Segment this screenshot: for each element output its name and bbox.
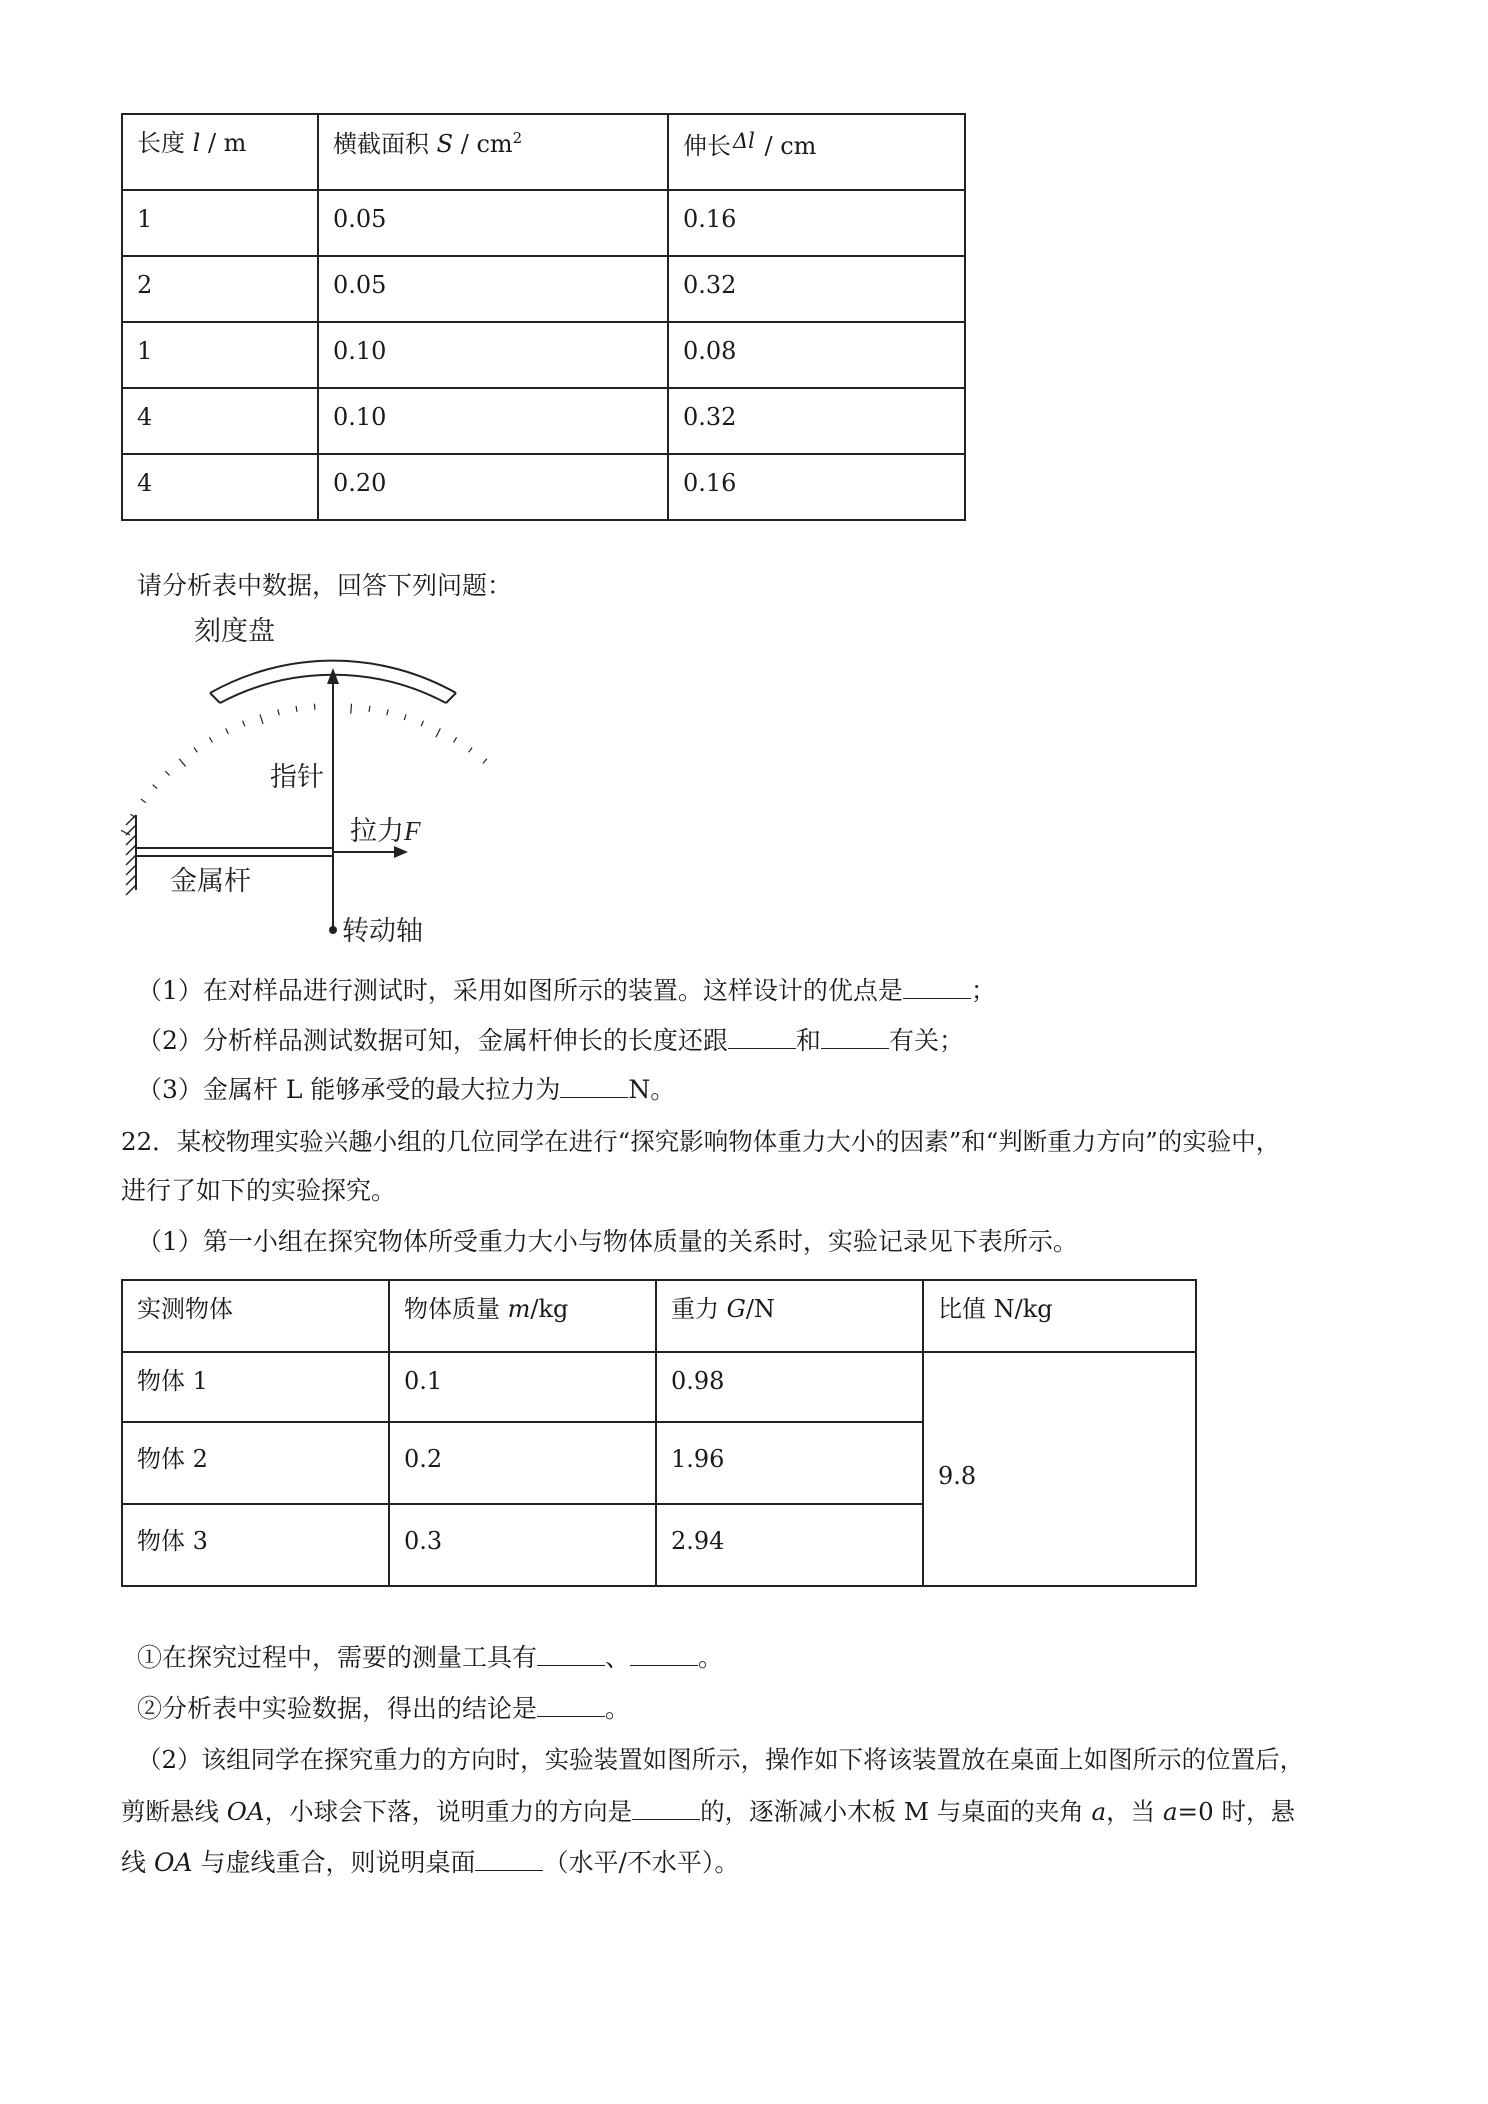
part-2-line2: 剪断悬线 OA，小球会下落，说明重力的方向是 的，逐渐减小木板 M 与桌面的夹角 a，当 a=0 时，悬 xyxy=(121,1797,1295,1826)
table-cell: 0.98 xyxy=(656,1352,923,1422)
dial-tick xyxy=(141,799,146,803)
answer-blank[interactable] xyxy=(728,1026,796,1049)
problem-22-line2: 进行了如下的实验探究。 xyxy=(121,1176,397,1205)
lever-diagram xyxy=(110,600,490,960)
problem-22-line1: 22．某校物理实验兴趣小组的几位同学在进行“探究影响物体重力大小的因素”和“判断重力方向”的实验中， xyxy=(121,1127,1281,1156)
force-arrow-head xyxy=(394,846,408,858)
table-cell: 物体 2 xyxy=(122,1422,389,1504)
table-cell: 0.32 xyxy=(668,256,965,322)
pointer-arrow-head xyxy=(327,668,339,684)
table-cell: 0.2 xyxy=(389,1422,656,1504)
table-cell: 0.16 xyxy=(668,454,965,520)
table-cell: 0.16 xyxy=(668,190,965,256)
table-cell: 0.08 xyxy=(668,322,965,388)
part-2-line3: 线 OA 与虚线重合，则说明桌面 （水平/不水平）。 xyxy=(121,1848,740,1877)
table-cell: 物体 3 xyxy=(122,1504,389,1586)
item-2: ②分析表中实验数据，得出的结论是 。 xyxy=(137,1694,631,1723)
question-1: （1）在对样品进行测试时，采用如图所示的装置。这样设计的优点是 ； xyxy=(137,976,996,1005)
table-header-row xyxy=(122,1280,1196,1352)
dial-tick xyxy=(260,714,263,724)
dial-tick xyxy=(278,709,279,715)
table-cell: 4 xyxy=(122,454,318,520)
header-gravity: 重力 G/N xyxy=(656,1280,923,1352)
answer-blank[interactable] xyxy=(537,1694,605,1717)
dial-tick xyxy=(351,704,352,714)
table-cell: 0.3 xyxy=(389,1504,656,1586)
dial-tick xyxy=(226,728,229,733)
pointer-label: 指针 xyxy=(270,762,324,793)
table-cell: 0.10 xyxy=(318,388,668,454)
table-cell: 2 xyxy=(122,256,318,322)
table-cell: 物体 1 xyxy=(122,1352,389,1422)
rod-label: 金属杆 xyxy=(170,866,251,897)
answer-blank[interactable] xyxy=(537,1643,605,1666)
table-cell: 2.94 xyxy=(656,1504,923,1586)
ratio-cell: 9.8 xyxy=(923,1352,1196,1586)
table-row xyxy=(122,190,965,256)
table-cell: 0.05 xyxy=(318,190,668,256)
table-cell: 0.20 xyxy=(318,454,668,520)
pivot-dot xyxy=(329,926,337,934)
answer-blank[interactable] xyxy=(475,1848,543,1871)
header-object: 实测物体 xyxy=(122,1280,389,1352)
dial-tick xyxy=(421,721,423,727)
dial-label: 刻度盘 xyxy=(194,616,275,647)
table-row xyxy=(122,256,965,322)
answer-blank[interactable] xyxy=(632,1797,700,1820)
force-label: 拉力F xyxy=(350,816,421,847)
dial-tick xyxy=(153,785,158,789)
item-1: ①在探究过程中，需要的测量工具有 、 。 xyxy=(137,1643,724,1672)
problem-22-sub1: （1）第一小组在探究物体所受重力大小与物体质量的关系时，实验记录见下表所示。 xyxy=(137,1227,1078,1256)
wall-hatch xyxy=(126,815,136,895)
intro-text: 请分析表中数据，回答下列问题： xyxy=(137,571,513,600)
dial-tick xyxy=(436,728,440,737)
table-cell: 1 xyxy=(122,190,318,256)
question-2: （2）分析样品测试数据可知，金属杆伸长的长度还跟 和 有关； xyxy=(137,1026,964,1055)
header-length: 长度 l / m xyxy=(122,114,318,190)
dial-tick xyxy=(454,737,457,742)
data-table-2 xyxy=(121,1279,1197,1587)
answer-blank[interactable] xyxy=(560,1075,628,1098)
answer-blank[interactable] xyxy=(821,1026,889,1049)
data-table-1 xyxy=(121,113,966,521)
answer-blank[interactable] xyxy=(630,1643,698,1666)
dial-tick xyxy=(209,737,212,742)
header-area: 横截面积 S / $cm^2$ xyxy=(318,114,668,190)
question-3: （3）金属杆 L 能够承受的最大拉力为 N。 xyxy=(137,1075,676,1104)
table-cell: 1.96 xyxy=(656,1422,923,1504)
table-cell: 0.1 xyxy=(389,1352,656,1422)
table-row xyxy=(122,454,965,520)
dial-tick xyxy=(483,759,487,764)
dial-tick xyxy=(194,747,197,752)
dial-tick xyxy=(243,721,245,727)
header-ratio: 比值 N/kg xyxy=(923,1280,1196,1352)
part-2-line1: （2）该组同学在探究重力的方向时，实验装置如图所示，操作如下将该装置放在桌面上如图所示的位置后， xyxy=(137,1745,1305,1774)
table-row xyxy=(122,1352,1196,1422)
header-elongation: 伸长Δl / cm xyxy=(668,114,965,190)
table-row xyxy=(122,322,965,388)
dial-tick xyxy=(165,771,169,775)
dial-tick xyxy=(369,706,370,712)
table-cell: 4 xyxy=(122,388,318,454)
dial-tick xyxy=(469,747,472,752)
answer-blank[interactable] xyxy=(903,976,971,999)
table-row xyxy=(122,388,965,454)
table-cell: 0.10 xyxy=(318,322,668,388)
table-cell: 0.05 xyxy=(318,256,668,322)
table-cell: 1 xyxy=(122,322,318,388)
dial-tick xyxy=(179,759,185,767)
dial-tick xyxy=(404,714,406,720)
header-mass: 物体质量 m/kg xyxy=(389,1280,656,1352)
axis-label: 转动轴 xyxy=(342,916,423,947)
dial-tick xyxy=(296,706,297,712)
table-header-row xyxy=(122,114,965,190)
table-cell: 0.32 xyxy=(668,388,965,454)
dial-tick xyxy=(387,709,388,715)
